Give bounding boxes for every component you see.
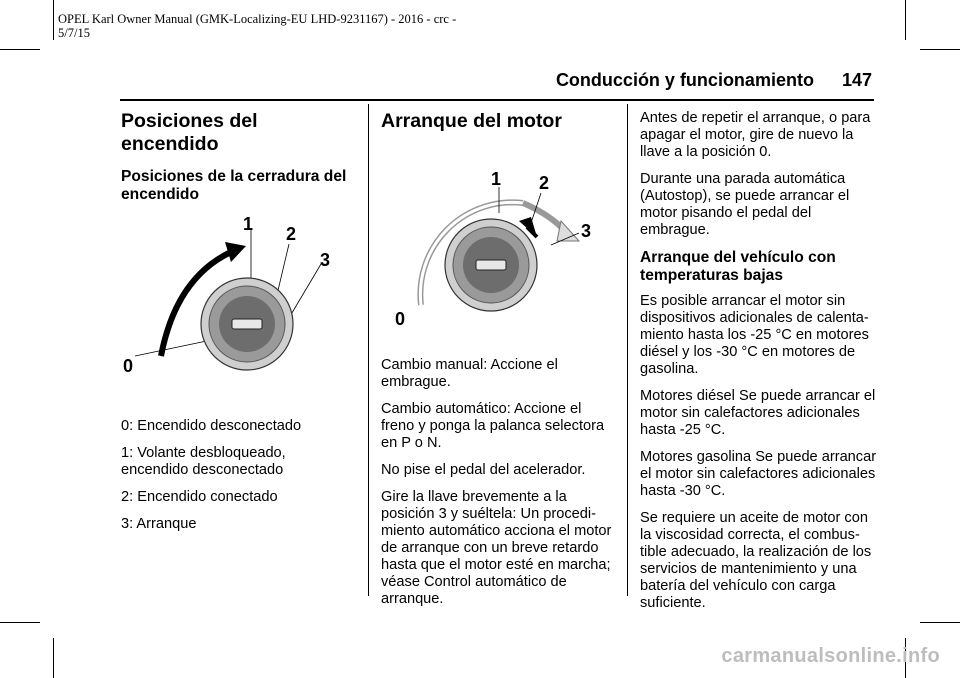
key-slot-icon [232, 319, 262, 329]
crop-mark [920, 622, 960, 623]
legend-item: 3: Arranque [121, 516, 197, 532]
paragraph: Motores gasolina Se puede arrancar el motor sin calefactores adicionales hasta -30 °C. [640, 449, 877, 499]
section-heading: Arranque del motor [381, 110, 562, 132]
position-3-label: 3 [581, 221, 592, 241]
position-0-label: 0 [395, 309, 406, 329]
paragraph: Antes de repetir el arranque, o para apagar el motor, gire de nuevo la llave a la posición 0. [640, 110, 871, 160]
engine-start-figure [381, 145, 617, 345]
paragraph: No pise el pedal del acelerador. [381, 462, 586, 478]
legend-item: 0: Encendido desconectado [121, 418, 302, 434]
column-divider [368, 104, 369, 596]
position-1-label: 1 [243, 214, 254, 234]
subheading: Arranque del vehículo con temperaturas bajas [640, 249, 836, 284]
section-title: Conducción y funcionamiento [555, 70, 814, 90]
column-2 [381, 110, 617, 618]
print-header: OPEL Karl Owner Manual (GMK-Localizing-EU LHD-9231167) - 2016 - crc - 5/7/15 [58, 12, 457, 40]
section-heading: Posiciones del encendido [121, 110, 258, 155]
paragraph: Gire la llave brevemente a la posición 3 y suéltela: Un procedi-miento automático acciona el motor de arranque con un breve retardo hasta que el motor esté en marcha; véase Control automático de arranque. [381, 489, 612, 607]
column-1 [121, 110, 357, 543]
paragraph: Se requiere un aceite de motor con la viscosidad correcta, el combus-tible adecuado, la realización de los servicios de mantenimiento y una batería del vehículo con carga suficiente. [640, 510, 872, 611]
ignition-lock-figure [121, 208, 357, 408]
position-2-label: 2 [286, 224, 297, 244]
legend-item: 2: Encendido conectado [121, 489, 278, 505]
position-0-label: 0 [123, 356, 134, 376]
crop-mark [53, 0, 54, 40]
key-slot-icon [476, 260, 506, 270]
paragraph: Es posible arrancar el motor sin dispositivos adicionales de calenta-miento hasta los -25 °C en motores diésel y los -30 °C en motores de gasolina. [640, 293, 869, 377]
arrowhead-icon [225, 242, 246, 262]
paragraph: Cambio automático: Accione el freno y ponga la palanca selectora en P o N. [381, 401, 605, 451]
crop-mark [905, 0, 906, 40]
column-3 [640, 110, 878, 622]
subheading: Posiciones de la cerradura del encendido [121, 168, 347, 203]
position-3-label: 3 [320, 250, 331, 270]
column-divider [627, 104, 628, 596]
running-head [556, 70, 872, 91]
crop-mark [53, 638, 54, 678]
paragraph: Motores diésel Se puede arrancar el motor sin calefactores adicionales hasta -25 °C. [640, 388, 876, 438]
position-1-label: 1 [491, 169, 502, 189]
legend-item: 1: Volante desbloqueado, encendido desconectado [121, 445, 286, 478]
paragraph: Cambio manual: Accione el embrague. [381, 357, 558, 390]
crop-mark [0, 49, 40, 50]
page-number: 147 [841, 70, 872, 90]
position-2-label: 2 [539, 173, 550, 193]
crop-mark [920, 49, 960, 50]
crop-mark [0, 622, 40, 623]
watermark: carmanualsonline.info [721, 645, 940, 667]
paragraph: Durante una parada automática (Autostop), se puede arrancar el motor pisando el pedal del embrague. [640, 171, 850, 238]
header-rule [120, 99, 874, 101]
